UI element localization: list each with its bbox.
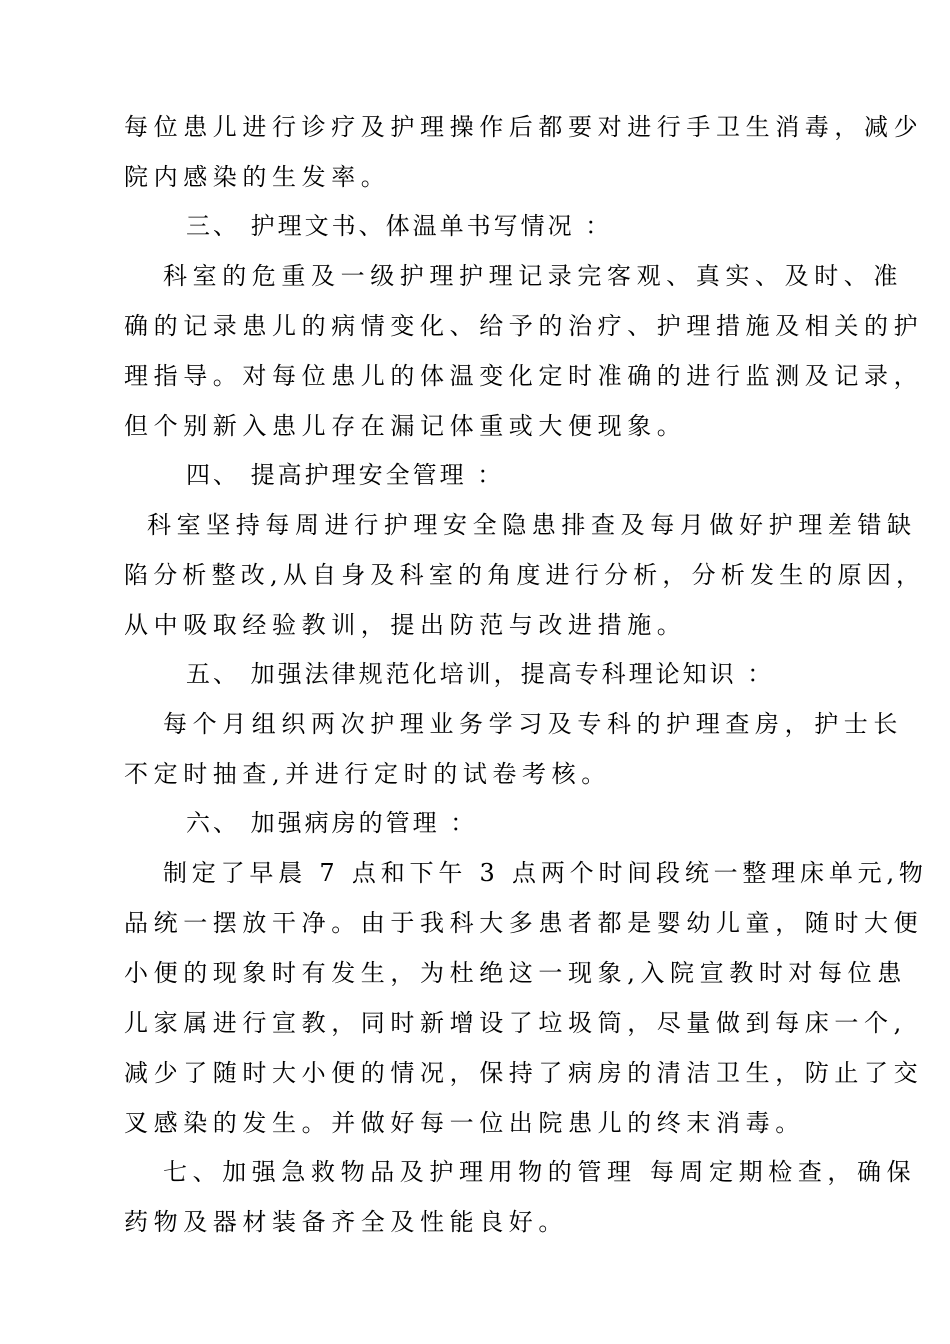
body-line: 品统一摆放干净。由于我科大多患者都是婴幼儿童，随时大便 — [124, 909, 924, 937]
paragraph-first-line: 科室的危重及一级护理护理记录完客观、真实、及时、准 — [163, 262, 903, 290]
section-heading-5: 五、 加强法律规范化培训，提高专科理论知识 ： — [186, 660, 775, 688]
body-line: 陷分析整改,从自身及科室的角度进行分析，分析发生的原因， — [124, 561, 926, 589]
section-heading-3: 三、 护理文书、体温单书写情况 ： — [186, 212, 613, 240]
body-line: 不定时抽查,并进行定时的试卷考核。 — [124, 760, 611, 788]
section-heading-4: 四、 提高护理安全管理 ： — [186, 461, 505, 489]
body-line: 每位患儿进行诊疗及护理操作后都要对进行手卫生消毒，减少 — [124, 113, 924, 141]
paragraph-first-line: 科室坚持每周进行护理安全隐患排查及每月做好护理差错缺 — [147, 511, 917, 539]
body-line: 儿家属进行宣教，同时新增设了垃圾筒，尽量做到每床一个, — [124, 1009, 907, 1037]
body-line: 叉感染的发生。并做好每一位出院患儿的终末消毒。 — [124, 1109, 805, 1137]
body-line: 减少了随时大小便的情况，保持了病房的清洁卫生，防止了交 — [124, 1059, 924, 1087]
body-line: 从中吸取经验教训，提出防范与改进措施。 — [124, 611, 687, 639]
section-heading-7: 七、加强急救物品及护理用物的管理 每周定期检查，确保 — [163, 1158, 917, 1186]
body-line: 药物及器材装备齐全及性能良好。 — [124, 1208, 568, 1236]
paragraph-first-line: 制定了早晨 7 点和下午 3 点两个时间段统一整理床单元,物 — [163, 859, 928, 887]
body-line: 理指导。对每位患儿的体温变化定时准确的进行监测及记录， — [124, 362, 924, 390]
body-line: 但个别新入患儿存在漏记体重或大便现象。 — [124, 412, 687, 440]
section-heading-6: 六、 加强病房的管理 ： — [186, 809, 478, 837]
body-line: 确的记录患儿的病情变化、给予的治疗、护理措施及相关的护 — [124, 312, 924, 340]
paragraph-first-line: 每个月组织两次护理业务学习及专科的护理查房，护士长 — [163, 710, 903, 738]
body-line: 院内感染的生发率。 — [124, 163, 391, 191]
body-line: 小便的现象时有发生，为杜绝这一现象,入院宣教时对每位患 — [124, 959, 907, 987]
